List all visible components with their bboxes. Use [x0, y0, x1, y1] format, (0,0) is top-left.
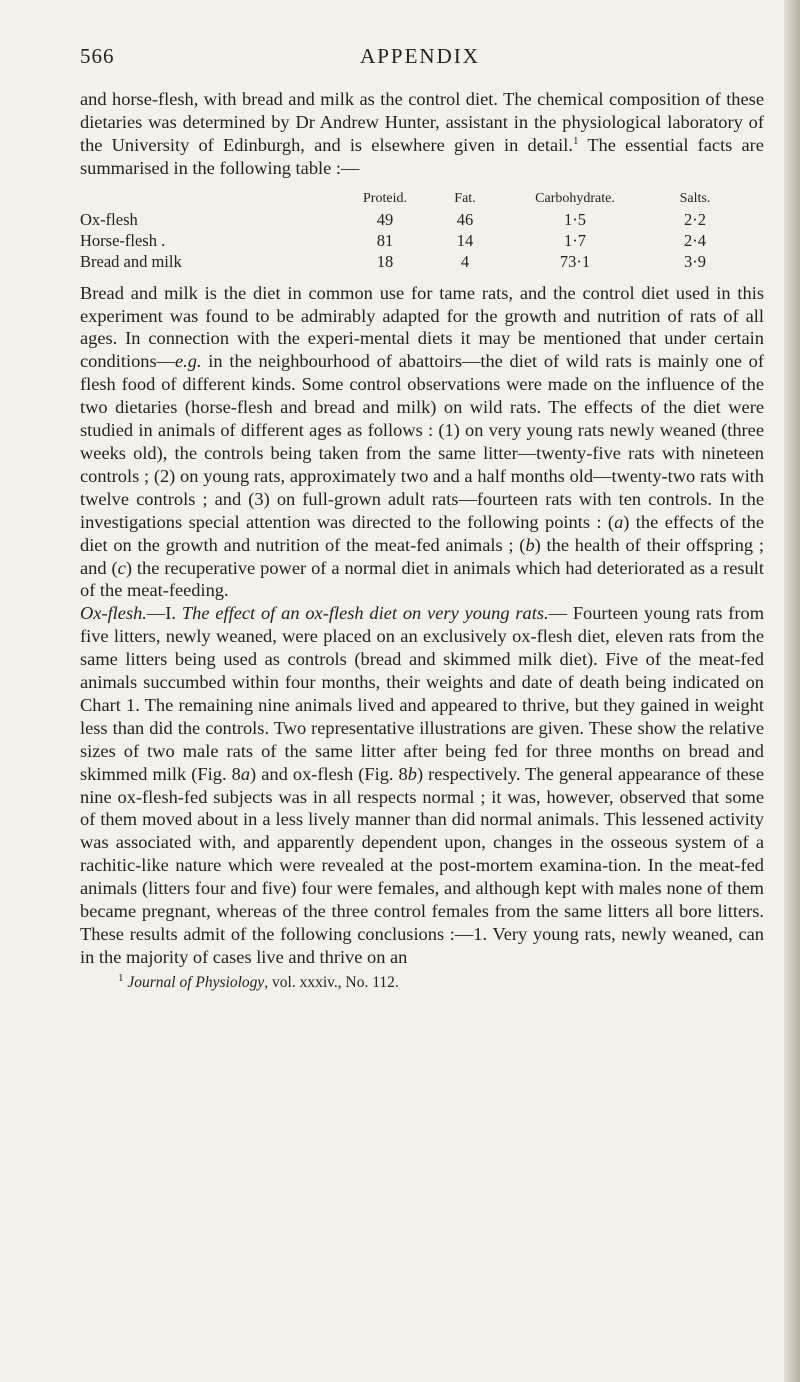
paragraph-2-text: ) the effects of the diet on the growth and nutrition of the meat-fed animals ; ( [80, 511, 764, 555]
table-cell: 1·7 [564, 230, 586, 250]
footnote [80, 973, 764, 993]
footnote-reference: , vol. xxxiv., No. 112. [264, 973, 399, 991]
table-header-proteid: Proteid. [363, 190, 407, 206]
paragraph-2-text: ) the recuperative power of a normal diet in animals which had deteriorated as a result of the meat-feeding. [80, 557, 764, 601]
table-cell: 2·4 [684, 230, 706, 250]
table-cell: 73·1 [559, 251, 591, 271]
section-number: —I. [146, 603, 177, 624]
point-a: a [614, 511, 624, 532]
paragraph-2-text: ) the health of their offspring ; and ( [80, 534, 764, 578]
composition-table [80, 188, 764, 272]
footnote-marker: 1 [572, 134, 579, 147]
table-row-label: Ox-flesh [80, 209, 138, 229]
paragraph-1-text-after: The essential facts are summarised in the following table :— [80, 134, 764, 178]
footnote-marker: 1 [118, 971, 124, 984]
paragraph-3-text: ) and ox-flesh (Fig. 8 [250, 763, 408, 784]
point-c: c [117, 557, 126, 578]
table-header-salts: Salts. [679, 190, 711, 206]
paragraph-1-text: and horse-flesh, with bread and milk as the control diet. The chemical composition of these dietaries was determined by Dr Andrew Hunter, assistant in the physiological laboratory of the University of Edinburgh, and is elsewhere given in detail. [80, 89, 764, 155]
table-cell: 2·2 [684, 209, 706, 229]
table-row-label: Horse-flesh . [80, 230, 166, 250]
table-cell: 81 [376, 230, 394, 250]
paragraph-3-text: The remaining nine animals lived and appeared to thrive, but they gained in weight less than did the controls. Two representative illustrations are given. These show the relative sizes of two male rats of the same litter after being fed for three months on bread and skimmed milk (Fig. 8 [80, 694, 764, 784]
paragraph-3 [80, 602, 764, 969]
paragraph-1 [80, 88, 764, 180]
eg-abbrev: e.g. [175, 351, 202, 372]
table-cell: 46 [456, 209, 474, 229]
table-row [80, 230, 764, 251]
paragraph-2-text: in the neighbourhood of abattoirs—the diet of wild rats is mainly one of flesh food of different kinds. Some control observations were made on the influence of the two dietaries (horse-flesh and bread and milk) on wild rats. The effects of the diet were studied in animals of different ages as follows : (1) on very young rats newly weaned (three weeks old), the controls being taken from the same litter—twenty-five rats with nineteen controls ; (2) on young rats, approximately two and a half months old—twenty-two rats with twelve controls ; and (3) on full-grown adult rats—fourteen rats with ten controls. In the investigations special attention was directed to the following points : ( [80, 351, 764, 532]
table-cell: 4 [460, 251, 470, 271]
paragraph-2-text: Bread and milk is the diet in common use for tame rats, and the control diet used in this experiment was found to be admirably adapted for the growth and nutrition of rats of all ages. In connection with the experi-mental diets it may be mentioned that under certain conditions— [80, 282, 764, 372]
table-cell: 1·5 [564, 209, 586, 229]
paragraph-3-text: ) respectively. The general appearance of these nine ox-flesh-fed subjects was in all respects normal ; it was, however, observed that some of them moved about in a less lively manner than did normal animals. This lessened activity was associated with, and apparently dependent upon, changes in the osseous system of a rachitic-like nature which were revealed at the post-mortem examina-tion. In the meat-fed animals (litters four and five) four were females, and although kept with males none of them became pregnant, whereas of the three control females from the same litters all bore litters. These results admit of the following conclusions :—1. Very young rats, newly weaned, can in the majority of cases live and thrive on an [80, 763, 764, 967]
page-header [80, 44, 760, 74]
table-row [80, 209, 764, 230]
table-cell: 3·9 [684, 251, 706, 271]
page-number: 566 [80, 44, 115, 68]
section-title: The effect of an ox-flesh diet on very young rats. [181, 603, 549, 624]
table-header-fat: Fat. [454, 190, 476, 206]
section-heading: Ox-flesh. [80, 603, 147, 624]
table-cell: 14 [456, 230, 474, 250]
footnote-journal: Journal of Physiology [127, 973, 265, 991]
running-head: APPENDIX [360, 44, 480, 68]
paragraph-2 [80, 282, 764, 603]
table-cell: 18 [376, 251, 394, 271]
body-text [80, 88, 764, 993]
chart-number: 1. [126, 694, 140, 715]
table-cell: 49 [376, 209, 394, 229]
page-edge [784, 0, 800, 1382]
table-header-blank [80, 188, 340, 209]
paragraph-3-text: — Fourteen young rats from five litters, newly weaned, were placed on an exclusively ox-flesh diet, eleven rats from the same litters being used as controls (bread and skimmed milk diet). Five of the meat-fed animals succumbed within four months, their weights and date of death being indicated on Chart [80, 603, 764, 715]
table-row-label: Bread and milk [80, 251, 182, 271]
table-header-carbohydrate: Carbohydrate. [535, 190, 615, 206]
table-header-row [80, 188, 764, 209]
table-row [80, 251, 764, 272]
fig-b: b [407, 763, 417, 784]
fig-a: a [240, 763, 251, 784]
point-b: b [525, 534, 535, 555]
